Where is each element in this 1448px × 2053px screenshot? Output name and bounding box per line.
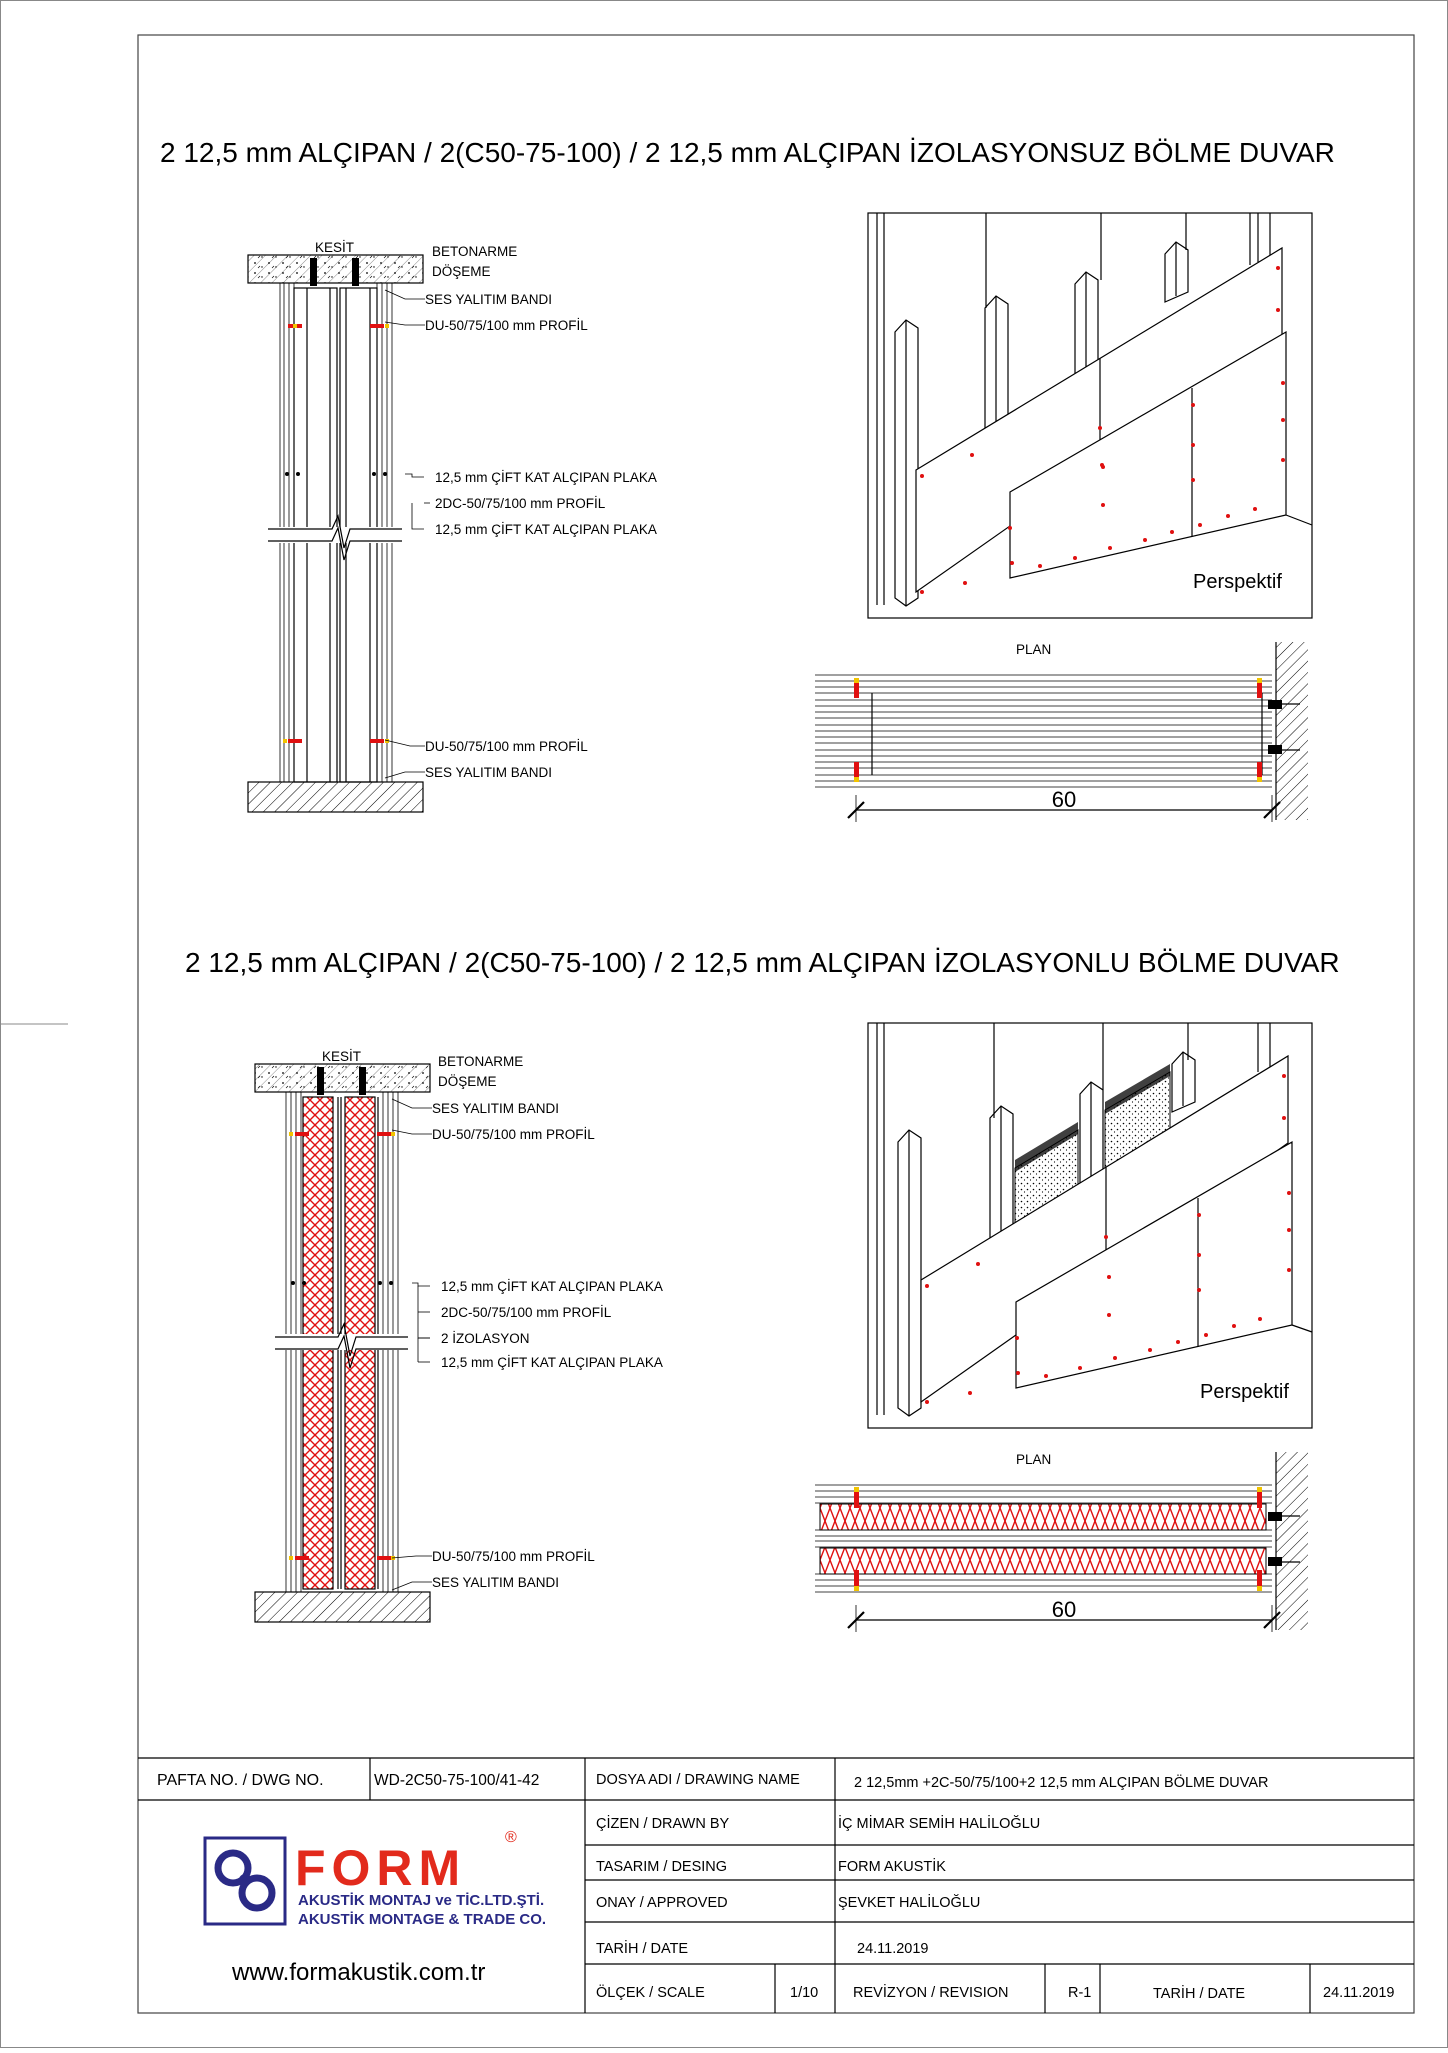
plan-label: PLAN [1016, 642, 1052, 657]
label-ses-yalitim-bottom: SES YALITIM BANDI [425, 765, 553, 780]
design-value: FORM AKUSTİK [838, 1859, 946, 1875]
revision-label: REVİZYON / REVISION [853, 1985, 1009, 2001]
plan-insulation-bottom [820, 1548, 1266, 1574]
section-detail [255, 1049, 663, 1622]
label-du-profil: DU-50/75/100 mm PROFİL [432, 1127, 595, 1142]
title-block [138, 1758, 1414, 2013]
drawn-by-label: ÇİZEN / DRAWN BY [596, 1816, 730, 1832]
section-title: 2 12,5 mm ALÇIPAN / 2(C50-75-100) / 2 12,5 mm ALÇIPAN İZOLASYONSUZ BÖLME DUVAR [160, 137, 1335, 168]
label-plaka-2: 12,5 mm ÇİFT KAT ALÇIPAN PLAKA [441, 1355, 663, 1370]
dimension-label: 60 [1051, 1597, 1077, 1622]
perspective-view [868, 213, 1312, 618]
perspective-label: Perspektif [1193, 571, 1282, 593]
pafta-label: PAFTA NO. / DWG NO. [157, 1772, 324, 1789]
perspective-label: Perspektif [1200, 1381, 1289, 1403]
website-link[interactable]: www.formakustik.com.tr [232, 1959, 486, 1986]
label-ses-yalitim-bottom: SES YALITIM BANDI [432, 1575, 560, 1590]
plan-view [815, 1452, 1308, 1632]
plan-insulation-top [820, 1504, 1266, 1530]
label-du-profil-bottom: DU-50/75/100 mm PROFİL [432, 1549, 595, 1564]
logo-line2: AKUSTİK MONTAGE & TRADE CO. [298, 1911, 547, 1928]
company-logo [205, 1829, 546, 1928]
section-label: KESİT [322, 1049, 362, 1064]
rev-date-value: 24.11.2019 [1323, 1985, 1395, 2001]
approved-label: ONAY / APPROVED [596, 1895, 728, 1911]
section-2 [185, 947, 1340, 1632]
label-2dc-profil: 2DC-50/75/100 mm PROFİL [435, 496, 606, 511]
logo-brand: FORM [295, 1840, 467, 1896]
drawing-name-label: DOSYA ADI / DRAWING NAME [596, 1772, 800, 1788]
label-ses-yalitim: SES YALITIM BANDI [432, 1101, 560, 1116]
rev-date-label: TARİH / DATE [1153, 1986, 1246, 2002]
perspective-view [868, 1023, 1312, 1428]
label-ses-yalitim: SES YALITIM BANDI [425, 292, 553, 307]
label-plaka-2: 12,5 mm ÇİFT KAT ALÇIPAN PLAKA [435, 522, 657, 537]
label-betonarme: BETONARME [432, 244, 518, 259]
drawn-by-value: İÇ MİMAR SEMİH HALİLOĞLU [838, 1816, 1041, 1832]
label-2dc-profil: 2DC-50/75/100 mm PROFİL [441, 1305, 612, 1320]
floor-slab [248, 782, 423, 812]
label-izolasyon: 2 İZOLASYON [441, 1331, 530, 1346]
design-label: TASARIM / DESING [596, 1859, 728, 1875]
revision-value: R-1 [1068, 1985, 1092, 2001]
date-value: 24.11.2019 [857, 1941, 929, 1957]
floor-slab [255, 1592, 430, 1622]
scale-label: ÖLÇEK / SCALE [596, 1985, 705, 2001]
label-betonarme: BETONARME [438, 1054, 524, 1069]
label-du-profil: DU-50/75/100 mm PROFİL [425, 318, 588, 333]
plan-label: PLAN [1016, 1452, 1052, 1467]
label-doseme: DÖŞEME [438, 1074, 497, 1089]
section-detail [248, 240, 657, 812]
drawing-name-value: 2 12,5mm +2C-50/75/100+2 12,5 mm ALÇIPAN BÖLME DUVAR [854, 1775, 1269, 1791]
plan-view [815, 642, 1308, 822]
section-1 [160, 137, 1335, 822]
section-title: 2 12,5 mm ALÇIPAN / 2(C50-75-100) / 2 12,5 mm ALÇIPAN İZOLASYONLU BÖLME DUVAR [185, 947, 1340, 978]
section-label: KESİT [315, 240, 355, 255]
dimension-label: 60 [1051, 787, 1077, 812]
date-label: TARİH / DATE [596, 1941, 689, 1957]
label-doseme: DÖŞEME [432, 264, 491, 279]
label-plaka-1: 12,5 mm ÇİFT KAT ALÇIPAN PLAKA [441, 1279, 663, 1294]
scale-value: 1/10 [790, 1985, 819, 2001]
approved-value: ŞEVKET HALİLOĞLU [838, 1895, 981, 1911]
label-du-profil-bottom: DU-50/75/100 mm PROFİL [425, 739, 588, 754]
logo-line1: AKUSTİK MONTAJ ve TİC.LTD.ŞTİ. [298, 1892, 545, 1909]
pafta-value: WD-2C50-75-100/41-42 [374, 1772, 540, 1789]
label-plaka-1: 12,5 mm ÇİFT KAT ALÇIPAN PLAKA [435, 470, 657, 485]
logo-registered: ® [505, 1829, 517, 1846]
